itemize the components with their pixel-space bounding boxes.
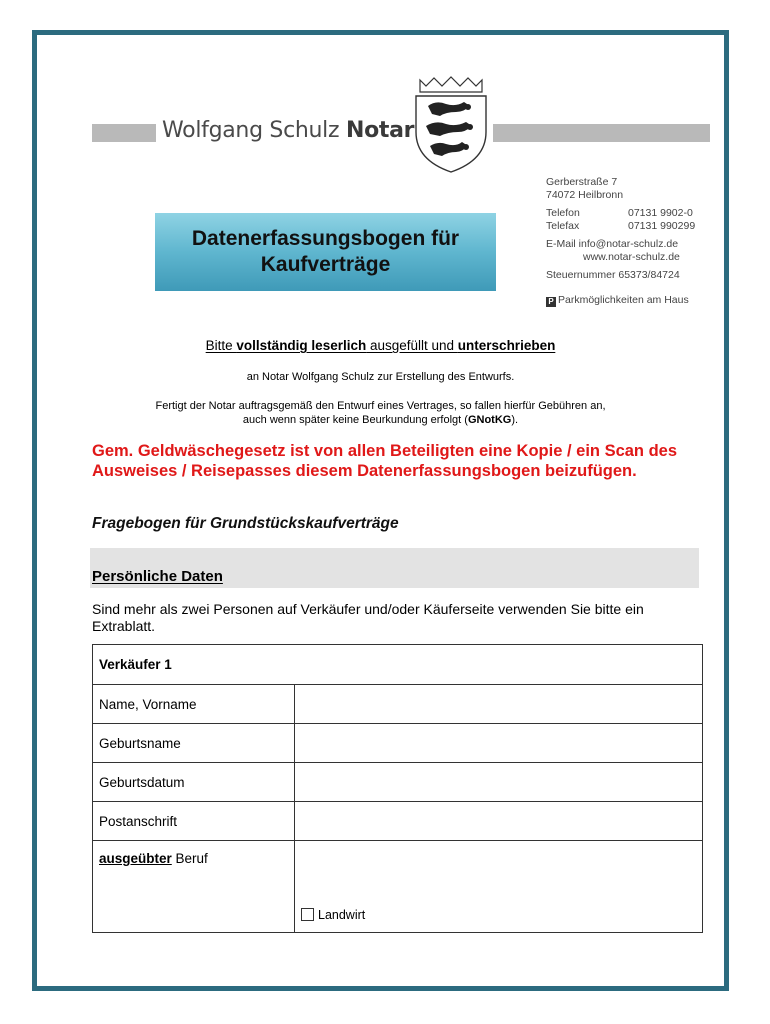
extra-sheet-note: Sind mehr als zwei Personen auf Verkäufer und/oder Käuferseite verwenden Sie bitte ein Extrablatt. xyxy=(92,601,644,634)
birthdate-input[interactable] xyxy=(295,763,703,802)
instr-1d: unterschrieben xyxy=(457,338,556,353)
fee-2a: auch wenn später keine Beurkundung erfolgt ( xyxy=(242,414,468,426)
table-row xyxy=(93,724,703,763)
instr-1b: vollständig leserlich xyxy=(236,338,367,353)
fee-notice-line-2 xyxy=(32,413,729,427)
fee-notice-line-1: Fertigt der Notar auftragsgemäß den Entwurf eines Vertrages, so fallen hierfür Gebühren an, xyxy=(155,400,606,412)
address-label: Postanschrift xyxy=(93,802,295,841)
occupation-label xyxy=(93,841,295,933)
instruction-line-1 xyxy=(32,338,729,353)
table-row xyxy=(93,685,703,724)
questionnaire-subtitle: Fragebogen für Grundstückskaufverträge xyxy=(92,515,399,532)
birthname-label: Geburtsname xyxy=(93,724,295,763)
address-street: Gerberstraße 7 xyxy=(546,176,618,188)
firm-name xyxy=(162,118,414,143)
firm-name-regular: Wolfgang Schulz xyxy=(162,118,340,143)
section-title: Persönliche Daten xyxy=(92,568,223,585)
fee-2c: ). xyxy=(511,414,519,426)
seller-heading: Verkäufer 1 xyxy=(93,645,703,685)
farmer-checkbox-label: Landwirt xyxy=(318,908,366,922)
seller-form-table xyxy=(92,644,703,933)
instr-1a: Bitte xyxy=(205,338,237,353)
instruction-line-3 xyxy=(32,399,729,427)
coat-of-arms-icon xyxy=(412,74,490,174)
occupation-label-a: ausgeübter xyxy=(99,851,172,866)
address-city: 74072 Heilbronn xyxy=(546,188,624,201)
fax-label: Telefax xyxy=(546,219,580,232)
address-phone-row xyxy=(546,207,695,220)
table-row xyxy=(93,645,703,685)
parking-icon: P xyxy=(546,297,556,307)
table-row xyxy=(93,802,703,841)
address-tax: Steuernummer 65373/84724 xyxy=(546,269,680,281)
instruction-line-2: an Notar Wolfgang Schulz zur Erstellung des Entwurfs. xyxy=(246,371,515,383)
address-parking xyxy=(546,294,695,307)
phone-label: Telefon xyxy=(546,207,580,219)
birthname-input[interactable] xyxy=(295,724,703,763)
occupation-input[interactable] xyxy=(295,841,703,933)
address-fax-row xyxy=(546,220,695,233)
birthdate-label: Geburtsdatum xyxy=(93,763,295,802)
document-title xyxy=(155,213,496,291)
fee-2b: GNotKG xyxy=(467,414,512,426)
address-web: www.notar-schulz.de xyxy=(583,250,680,263)
header-bar-right xyxy=(493,124,710,142)
parking-text: Parkmöglichkeiten am Haus xyxy=(558,293,689,306)
instr-1c: ausgefüllt und xyxy=(366,338,458,353)
firm-name-bold: Notar xyxy=(345,118,415,143)
header-bar-left xyxy=(92,124,156,142)
name-input[interactable] xyxy=(295,685,703,724)
address-block xyxy=(546,176,695,307)
title-line-1: Datenerfassungsbogen für xyxy=(191,227,460,250)
phone-value: 07131 9902-0 xyxy=(628,207,693,219)
fax-value: 07131 990299 xyxy=(628,219,696,232)
occupation-label-b: Beruf xyxy=(171,851,208,866)
farmer-checkbox[interactable] xyxy=(301,908,314,921)
address-input[interactable] xyxy=(295,802,703,841)
title-line-2: Kaufverträge xyxy=(260,253,391,276)
table-row xyxy=(93,841,703,933)
money-laundering-warning: Gem. Geldwäschegesetz ist von allen Beteiligten eine Kopie / ein Scan des Ausweises / Reisepasses diesem Datenerfassungsbogen beizufügen. xyxy=(92,442,678,480)
address-email: E-Mail info@notar-schulz.de xyxy=(546,238,679,250)
table-row xyxy=(93,763,703,802)
name-label: Name, Vorname xyxy=(93,685,295,724)
